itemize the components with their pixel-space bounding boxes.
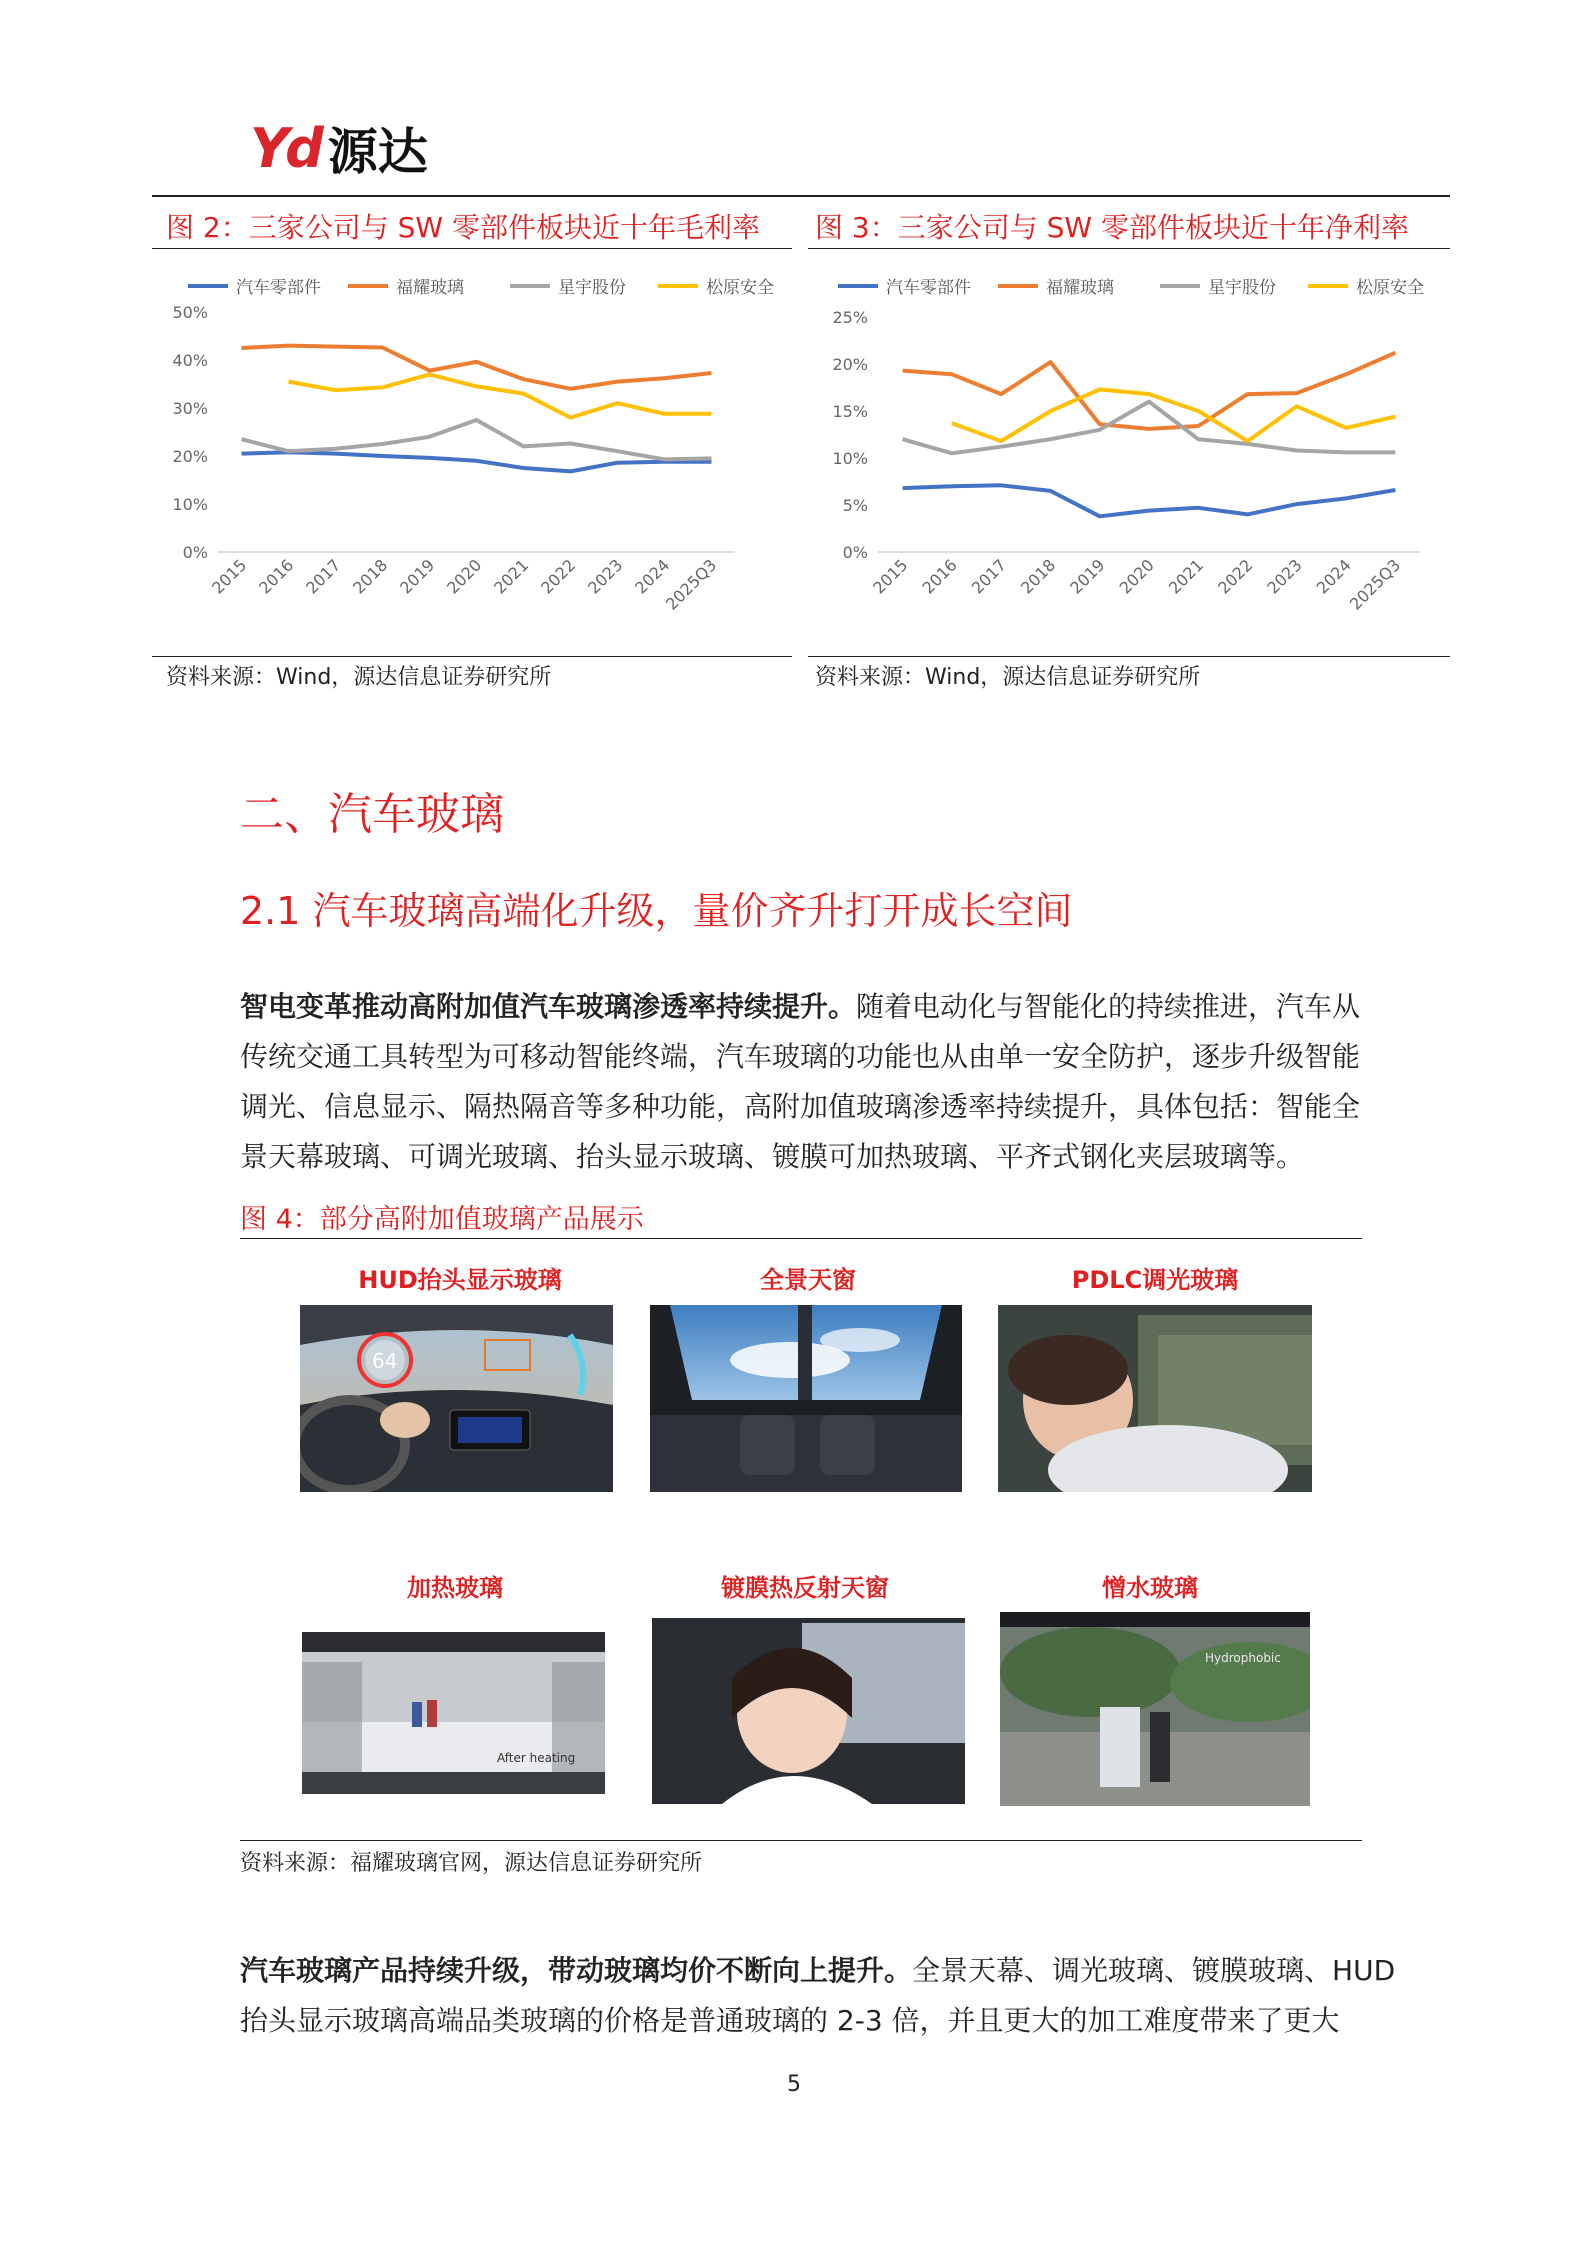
paragraph-1-line-3: 调光、信息显示、隔热隔音等多种功能，高附加值玻璃渗透率持续提升，具体包括：智能全: [240, 1090, 1361, 1123]
net-margin-chart: [810, 262, 1450, 654]
fig2-title: 图 2：三家公司与 SW 零部件板块近十年毛利率: [166, 211, 760, 244]
page-number: 5: [787, 2072, 801, 2097]
legend-label: 松原安全: [1356, 278, 1424, 298]
series-line: [952, 389, 1396, 441]
fig2-top-rule: [152, 248, 792, 249]
y-tick-label: 20%: [172, 447, 208, 466]
label-hud-glass: HUD抬头显示玻璃: [358, 1266, 562, 1294]
hydrophobic-glass-photo: [1000, 1612, 1310, 1806]
x-tick-label: 2016: [918, 555, 961, 598]
y-tick-label: 5%: [842, 496, 868, 515]
paragraph-1-line-1: [240, 982, 1360, 1032]
y-tick-label: 0%: [182, 543, 208, 562]
paragraph-2-text: 全景天幕、调光玻璃、镀膜玻璃、HUD: [912, 1954, 1396, 1987]
company-logo: [250, 116, 428, 181]
x-tick-label: 2025Q3: [661, 555, 721, 614]
fig3-bottom-rule: [808, 656, 1450, 657]
heated-glass-photo: [302, 1632, 605, 1794]
x-tick-label: 2017: [967, 555, 1011, 598]
y-tick-label: 30%: [172, 399, 208, 418]
x-tick-label: 2024: [1312, 555, 1355, 598]
y-tick-label: 10%: [832, 449, 868, 468]
y-tick-label: 20%: [832, 355, 868, 374]
label-coated-reflective-sunroof: 镀膜热反射天窗: [721, 1574, 889, 1602]
fig4-top-rule: [240, 1238, 1362, 1239]
fig3-source: 资料来源：Wind，源达信息证券研究所: [815, 665, 1201, 690]
x-tick-label: 2018: [349, 555, 392, 598]
y-tick-label: 25%: [832, 308, 868, 327]
header-rule: [152, 195, 1450, 197]
fig4-source: 资料来源：福耀玻璃官网，源达信息证券研究所: [240, 1851, 703, 1876]
x-tick-label: 2020: [443, 555, 486, 598]
x-tick-label: 2018: [1017, 555, 1060, 598]
series-line: [903, 485, 1396, 516]
paragraph-1-line-2: 传统交通工具转型为可移动智能终端，汽车玻璃的功能也从由单一安全防护，逐步升级智能: [240, 1040, 1361, 1073]
legend-label: 星宇股份: [1208, 278, 1276, 298]
y-tick-label: 10%: [172, 495, 208, 514]
paragraph-2-line-1: [240, 1946, 1396, 1996]
legend-label: 松原安全: [706, 278, 774, 298]
legend-label: 福耀玻璃: [396, 278, 464, 298]
subsection-heading: 2.1 汽车玻璃高端化升级，量价齐升打开成长空间: [240, 889, 1073, 933]
label-hydrophobic-glass: 憎水玻璃: [1102, 1574, 1198, 1602]
legend-label: 星宇股份: [558, 278, 626, 298]
section-heading: 二、汽车玻璃: [240, 789, 504, 840]
pdlc-glass-photo: [998, 1305, 1312, 1492]
legend-label: 汽车零部件: [236, 278, 321, 298]
fig3-top-rule: [808, 248, 1450, 249]
paragraph-2-line-2: 抬头显示玻璃高端品类玻璃的价格是普通玻璃的 2-3 倍，并且更大的加工难度带来了更大: [240, 2004, 1340, 2037]
x-tick-label: 2022: [537, 555, 580, 598]
fig2-bottom-rule: [152, 656, 792, 657]
after-heating-caption: After heating: [497, 1751, 576, 1765]
fig2-source: 资料来源：Wind，源达信息证券研究所: [166, 665, 552, 690]
y-tick-label: 15%: [832, 402, 868, 421]
fig4-title: 图 4：部分高附加值玻璃产品展示: [240, 1204, 644, 1235]
paragraph-2: [240, 1946, 1396, 2046]
y-tick-label: 0%: [842, 543, 868, 562]
legend-label: 福耀玻璃: [1046, 278, 1114, 298]
panoramic-sunroof-photo: [650, 1305, 962, 1492]
logo-text: 源达: [327, 123, 428, 181]
x-tick-label: 2015: [208, 555, 251, 598]
paragraph-1: [240, 982, 1360, 1182]
fig4-bottom-rule: [240, 1840, 1362, 1841]
series-line: [242, 346, 712, 389]
x-tick-label: 2025Q3: [1345, 555, 1405, 614]
paragraph-1-lead: 智电变革推动高附加值汽车玻璃渗透率持续提升。: [240, 990, 857, 1023]
label-heated-glass: 加热玻璃: [407, 1574, 503, 1602]
x-tick-label: 2016: [255, 555, 298, 598]
x-tick-label: 2024: [631, 555, 674, 598]
x-tick-label: 2023: [1263, 555, 1306, 598]
paragraph-2-lead: 汽车玻璃产品持续升级，带动玻璃均价不断向上提升。: [240, 1954, 913, 1987]
legend-label: 汽车零部件: [886, 278, 971, 298]
hud-glass-photo: [300, 1305, 613, 1492]
x-tick-label: 2019: [396, 555, 439, 598]
x-tick-label: 2020: [1115, 555, 1158, 598]
fig3-title: 图 3：三家公司与 SW 零部件板块近十年净利率: [815, 211, 1409, 244]
label-panoramic-sunroof: 全景天窗: [760, 1266, 856, 1294]
label-pdlc-glass: PDLC调光玻璃: [1071, 1266, 1239, 1294]
paragraph-1-line-4: 景天幕玻璃、可调光玻璃、抬头显示玻璃、镀膜可加热玻璃、平齐式钢化夹层玻璃等。: [240, 1140, 1305, 1173]
x-tick-label: 2022: [1214, 555, 1257, 598]
paragraph-1-text: 随着电动化与智能化的持续推进，汽车从: [856, 990, 1361, 1023]
x-tick-label: 2019: [1066, 555, 1109, 598]
logo-mark: Yd: [250, 116, 320, 180]
hud-speed-readout: 64: [372, 1349, 398, 1373]
gross-margin-chart: [160, 262, 780, 654]
x-tick-label: 2021: [490, 555, 533, 598]
x-tick-label: 2021: [1164, 555, 1208, 598]
coated-sunroof-photo: [652, 1618, 965, 1804]
hydrophobic-caption: Hydrophobic: [1205, 1651, 1281, 1665]
y-tick-label: 40%: [172, 351, 208, 370]
x-tick-label: 2017: [302, 555, 345, 598]
x-tick-label: 2015: [869, 555, 912, 598]
y-tick-label: 50%: [172, 303, 208, 322]
x-tick-label: 2023: [584, 555, 627, 598]
